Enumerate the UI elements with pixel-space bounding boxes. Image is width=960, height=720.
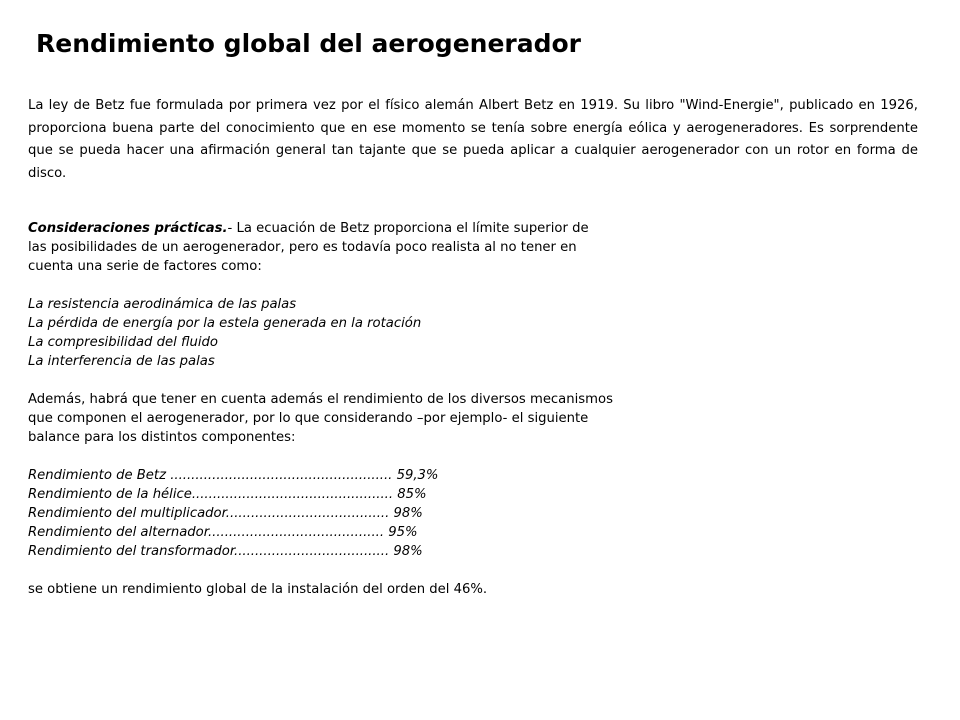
spacer [28, 447, 668, 466]
factor-item: La resistencia aerodinámica de las palas [28, 297, 297, 312]
page-title: Rendimiento global del aerogenerador [36, 29, 582, 58]
considerations-line-3: cuenta una serie de factores como: [28, 259, 262, 274]
efficiency-list [28, 466, 668, 561]
efficiency-item-transformador: Rendimiento del transformador..................................... 98% [28, 544, 423, 559]
mechanisms-line: balance para los distintos componentes: [28, 430, 296, 445]
intro-paragraph: La ley de Betz fue formulada por primera vez por el físico alemán Albert Betz en 1919. Su libro "Wind-Energie", publicado en 1926, proporciona buena parte del conocimiento que en ese momento se tenía sobre energía eólica y aerogeneradores. Es sorprendente que se pueda hacer una afirmación general tan tajante que se pueda aplicar a cualquier aerogenerador con un rotor en forma de disco. [28, 98, 918, 181]
considerations-line-1: La ecuación de Betz proporciona el límite superior de [236, 221, 589, 236]
spacer [28, 276, 668, 295]
factor-item: La compresibilidad del fluido [28, 335, 218, 350]
factor-item: La interferencia de las palas [28, 354, 215, 369]
mechanisms-paragraph [28, 390, 668, 447]
mechanisms-line: Además, habrá que tener en cuenta además el rendimiento de los diversos mecanismos [28, 392, 613, 407]
considerations-heading: Consideraciones prácticas. [28, 221, 228, 236]
spacer [28, 371, 668, 390]
considerations-first-line [28, 219, 668, 238]
considerations-dash: - [227, 221, 237, 236]
efficiency-item-multiplicador: Rendimiento del multiplicador....................................... 98% [28, 506, 423, 521]
spacer [28, 561, 668, 580]
factors-list [28, 295, 668, 371]
efficiency-item-alternador: Rendimiento del alternador.......................................... 95% [28, 525, 418, 540]
conclusion-text: se obtiene un rendimiento global de la instalación del orden del 46%. [28, 582, 488, 597]
efficiency-item-betz: Rendimiento de Betz ..................................................... 59,3% [28, 468, 439, 483]
considerations-line-2: las posibilidades de un aerogenerador, pero es todavía poco realista al no tener en [28, 240, 577, 255]
practical-considerations-section [28, 219, 668, 599]
factor-item: La pérdida de energía por la estela generada en la rotación [28, 316, 422, 331]
mechanisms-line: que componen el aerogenerador, por lo que considerando –por ejemplo- el siguiente [28, 411, 589, 426]
efficiency-item-helice: Rendimiento de la hélice................................................ 85% [28, 487, 427, 502]
